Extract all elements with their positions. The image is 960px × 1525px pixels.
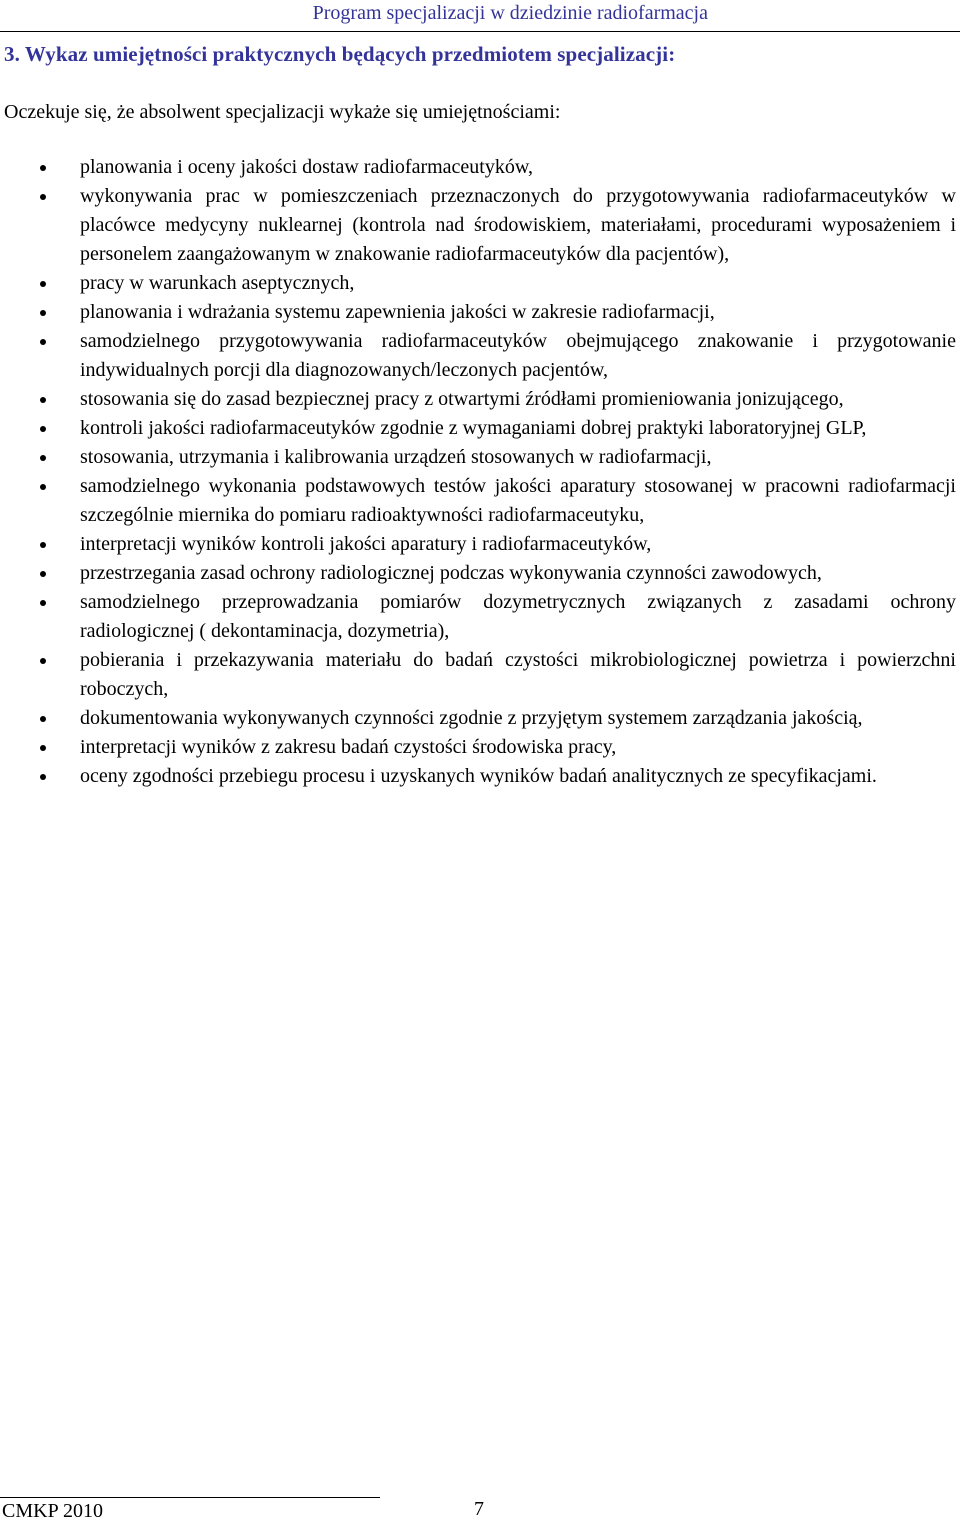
skill-list-item	[0, 646, 960, 704]
skill-text: samodzielnego wykonania podstawowych testów jakości aparatury stosowanej w pracowni radiofarmacji szczególnie miernika do pomiaru radioaktywności radiofarmaceutyku,	[80, 475, 956, 526]
intro-text: Oczekuje się, że absolwent specjalizacji wykaże się umiejętnościami:	[4, 101, 561, 123]
section-title: 3. Wykaz umiejętności praktycznych będących przedmiotem specjalizacji:	[4, 42, 676, 66]
bullet-icon	[40, 194, 46, 200]
bullet-icon	[40, 658, 46, 664]
skill-text: stosowania, utrzymania i kalibrowania urządzeń stosowanych w radiofarmacji,	[80, 446, 712, 468]
bullet-icon	[40, 484, 46, 490]
skill-list-item	[0, 443, 960, 472]
skill-text: planowania i wdrażania systemu zapewnienia jakości w zakresie radiofarmacji,	[80, 301, 715, 323]
skill-text: interpretacji wyników z zakresu badań czystości środowiska pracy,	[80, 736, 617, 758]
skill-list-item	[0, 530, 960, 559]
skill-text: przestrzegania zasad ochrony radiologicznej podczas wykonywania czynności zawodowych,	[80, 562, 822, 584]
skill-list-item	[0, 298, 960, 327]
skill-list-item	[0, 733, 960, 762]
skills-list	[0, 153, 960, 791]
bullet-icon	[40, 281, 46, 287]
skill-list-item	[0, 153, 960, 182]
skill-list-item	[0, 559, 960, 588]
bullet-icon	[40, 310, 46, 316]
skill-list-item	[0, 182, 960, 269]
bullet-icon	[40, 397, 46, 403]
skill-text: pobierania i przekazywania materiału do badań czystości mikrobiologicznej powietrza i powierzchni roboczych,	[80, 649, 956, 700]
skill-list-item	[0, 414, 960, 443]
skill-text: samodzielnego przeprowadzania pomiarów dozymetrycznych związanych z zasadami ochrony radiologicznej ( dekontaminacja, dozymetria),	[80, 591, 956, 642]
skill-list-item	[0, 385, 960, 414]
skill-list-item	[0, 269, 960, 298]
running-header: Program specjalizacji w dziedzinie radiofarmacja	[312, 2, 708, 24]
skill-text: interpretacji wyników kontroli jakości aparatury i radiofarmaceutyków,	[80, 533, 652, 555]
footer-divider	[0, 1497, 380, 1498]
skill-text: stosowania się do zasad bezpiecznej pracy z otwartymi źródłami promieniowania jonizującego,	[80, 388, 844, 410]
skill-text: oceny zgodności przebiegu procesu i uzyskanych wyników badań analitycznych ze specyfikacjami.	[80, 765, 877, 787]
skill-text: planowania i oceny jakości dostaw radiofarmaceutyków,	[80, 156, 533, 178]
page-number: 7	[474, 1498, 484, 1520]
skill-list-item	[0, 327, 960, 385]
bullet-icon	[40, 600, 46, 606]
skill-list-item	[0, 588, 960, 646]
skill-list-item	[0, 472, 960, 530]
bullet-icon	[40, 542, 46, 548]
bullet-icon	[40, 455, 46, 461]
skill-text: dokumentowania wykonywanych czynności zgodnie z przyjętym systemem zarządzania jakością,	[80, 707, 863, 729]
skill-list-item	[0, 762, 960, 791]
skill-text: wykonywania prac w pomieszczeniach przeznaczonych do przygotowywania radiofarmaceutyków w placówce medycyny nuklearnej (kontrola nad środowiskiem, materiałami, procedurami wyposażeniem i personelem zaangażowanym w znakowanie radiofarmaceutyków dla pacjentów),	[80, 185, 956, 265]
bullet-icon	[40, 426, 46, 432]
bullet-icon	[40, 745, 46, 751]
skill-list-item	[0, 704, 960, 733]
header-divider	[0, 31, 960, 32]
skill-text: kontroli jakości radiofarmaceutyków zgodnie z wymaganiami dobrej praktyki laboratoryjnej GLP,	[80, 417, 867, 439]
bullet-icon	[40, 774, 46, 780]
footer-publisher: CMKP 2010	[2, 1500, 103, 1522]
bullet-icon	[40, 716, 46, 722]
bullet-icon	[40, 571, 46, 577]
bullet-icon	[40, 165, 46, 171]
skill-text: samodzielnego przygotowywania radiofarmaceutyków obejmującego znakowanie i przygotowanie indywidualnych porcji dla diagnozowanych/leczonych pacjentów,	[80, 330, 956, 381]
bullet-icon	[40, 339, 46, 345]
skill-text: pracy w warunkach aseptycznych,	[80, 272, 355, 294]
